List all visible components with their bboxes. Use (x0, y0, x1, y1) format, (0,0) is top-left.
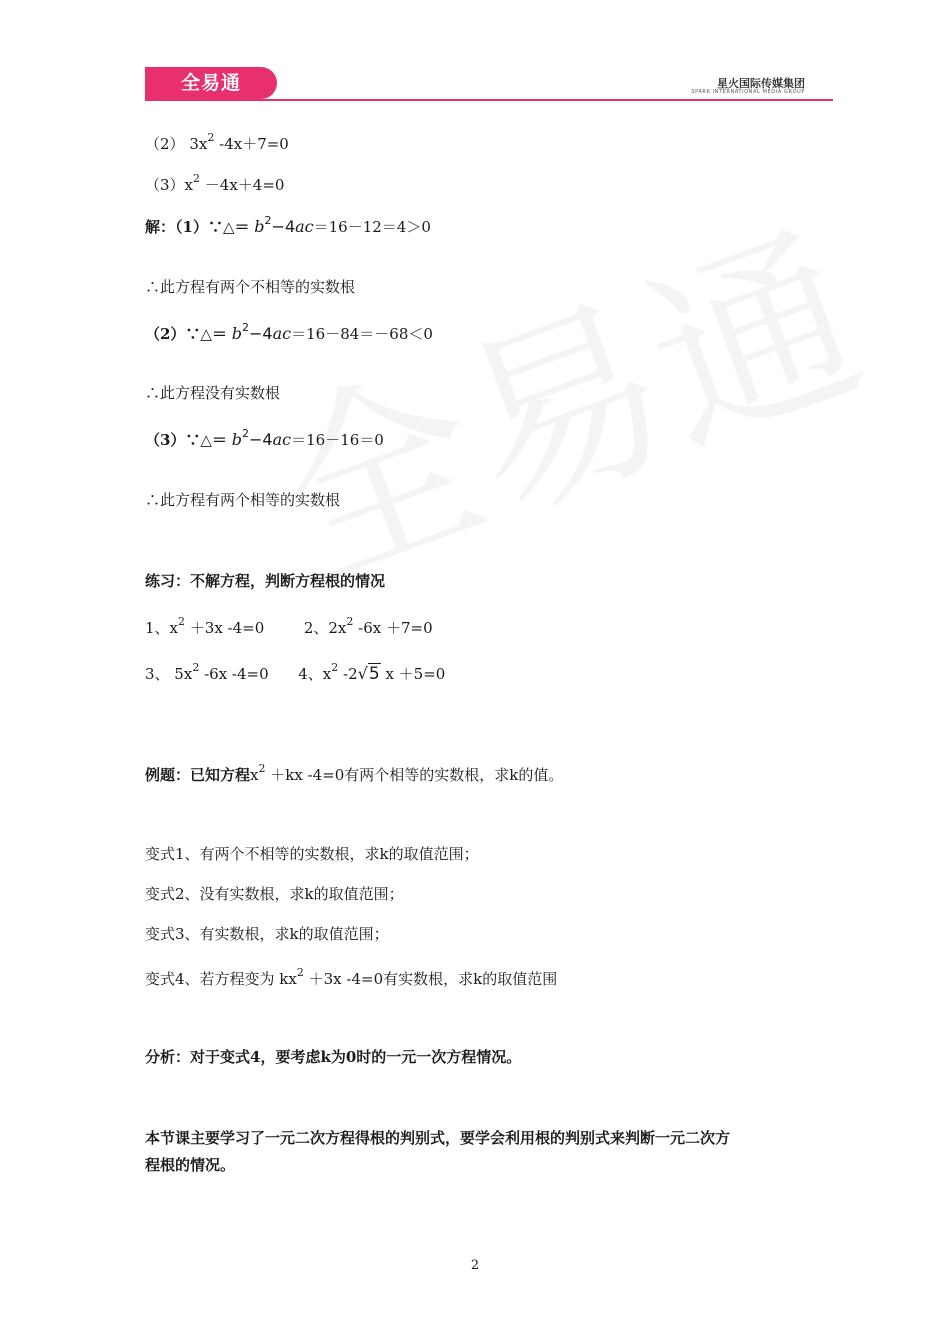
conclusion-2: ∴此方程没有实数根 (145, 384, 281, 402)
practice-row-1 (145, 615, 433, 638)
variant-3: 变式3、有实数根，求k的取值范围； (145, 925, 389, 943)
variant-term: ＋3x -4=0有实数根，求k的取值范围 (303, 970, 558, 988)
exponent: 2 (242, 321, 250, 334)
exercise-term: -6x -4=0 (199, 665, 269, 683)
problem-term: －4x＋4=0 (204, 176, 285, 194)
analysis: 分析：对于变式4，要考虑k为0时的一元一次方程情况。 (145, 1048, 522, 1066)
solution-2 (145, 321, 433, 344)
exercise-term: 3、 5x (145, 665, 193, 683)
formula-minus: −4 (271, 217, 296, 236)
var-ac: ac (295, 217, 314, 236)
solution-label: （3）∵△＝ (145, 431, 227, 449)
solution-3 (145, 427, 384, 450)
exponent: 2 (242, 427, 250, 440)
practice-heading: 练习：不解方程，判断方程根的情况 (145, 572, 386, 590)
brand-title: 星火国际传媒集团 (717, 77, 805, 90)
practice-row-2 (145, 661, 445, 684)
example-term: x (250, 766, 259, 784)
problem-term: x (184, 176, 194, 194)
formula-minus: −4 (249, 324, 273, 343)
problem-term: 3x (189, 135, 208, 153)
solution-label: （2）∵△＝ (145, 325, 227, 343)
discriminant-formula (231, 427, 292, 449)
problem-3 (145, 172, 284, 195)
var-ac: ac (272, 324, 292, 343)
formula-minus: −4 (249, 430, 273, 449)
exercise-3 (145, 661, 269, 683)
conclusion-3: ∴此方程有两个相等的实数根 (145, 491, 341, 509)
var-b: b (231, 324, 243, 343)
exercise-term: -6x ＋7=0 (353, 619, 433, 637)
solution-result: ＝16－84＝－68＜0 (291, 325, 433, 343)
page-number: 2 (470, 1258, 480, 1273)
var-b: b (231, 430, 243, 449)
exercise-term: 2、2x (303, 619, 347, 637)
exponent: 2 (207, 131, 215, 144)
exercise-term: -2 (338, 665, 358, 683)
exercise-2 (303, 615, 433, 637)
solution-heading: 解： (145, 218, 176, 236)
exponent: 2 (331, 661, 339, 674)
exponent: 2 (192, 661, 200, 674)
example-heading: 例题：已知方程 (145, 766, 251, 784)
discriminant-formula (254, 214, 314, 236)
exponent: 2 (193, 172, 201, 185)
square-root: √5 (357, 664, 380, 684)
header-rule (145, 99, 833, 101)
exercise-term: 4、x (298, 665, 332, 683)
exponent: 2 (264, 214, 272, 227)
example (145, 762, 563, 785)
logo: 全易通 (145, 67, 277, 99)
problem-label: （3） (145, 176, 185, 194)
brand-subtitle: SPARK INTERNATIONAL MEDIA GROUP (691, 89, 805, 95)
exercise-term: ＋3x -4=0 (185, 619, 265, 637)
solution-label: （1）∵△＝ (175, 218, 250, 236)
variant-2: 变式2、没有实数根，求k的取值范围； (145, 885, 404, 903)
solution-result: ＝16－16＝0 (291, 431, 384, 449)
conclusion-1: ∴此方程有两个不相等的实数根 (145, 278, 356, 296)
exercise-term: 1、x (145, 619, 179, 637)
discriminant-formula (231, 321, 292, 343)
variant-term: 变式4、若方程变为 kx (145, 970, 297, 988)
var-ac: ac (272, 430, 292, 449)
var-b: b (254, 217, 265, 236)
solution-1 (145, 214, 431, 237)
problem-term: -4x＋7=0 (219, 135, 289, 153)
exercise-1 (145, 615, 265, 637)
exponent: 2 (296, 966, 304, 979)
exercise-4 (298, 661, 446, 684)
variant-4 (145, 966, 557, 989)
exponent: 2 (346, 615, 354, 628)
summary-line-2: 程根的情况。 (145, 1156, 236, 1174)
summary-line-1: 本节课主要学习了一元二次方程得根的判别式，要学会利用根的判别式来判断一元二次方 (145, 1129, 731, 1147)
problem-2 (145, 131, 289, 154)
solution-result: ＝16－12＝4＞0 (313, 218, 431, 236)
radicand: 5 (368, 664, 380, 684)
variant-1: 变式1、有两个不相等的实数根，求k的取值范围； (145, 845, 479, 863)
exercise-term: x ＋5=0 (385, 665, 446, 683)
watermark (250, 215, 882, 608)
example-term: ＋kx -4=0有两个相等的实数根，求k的值。 (265, 766, 564, 784)
exponent: 2 (178, 615, 186, 628)
problem-label: （2） (145, 135, 185, 153)
exponent: 2 (258, 762, 266, 775)
